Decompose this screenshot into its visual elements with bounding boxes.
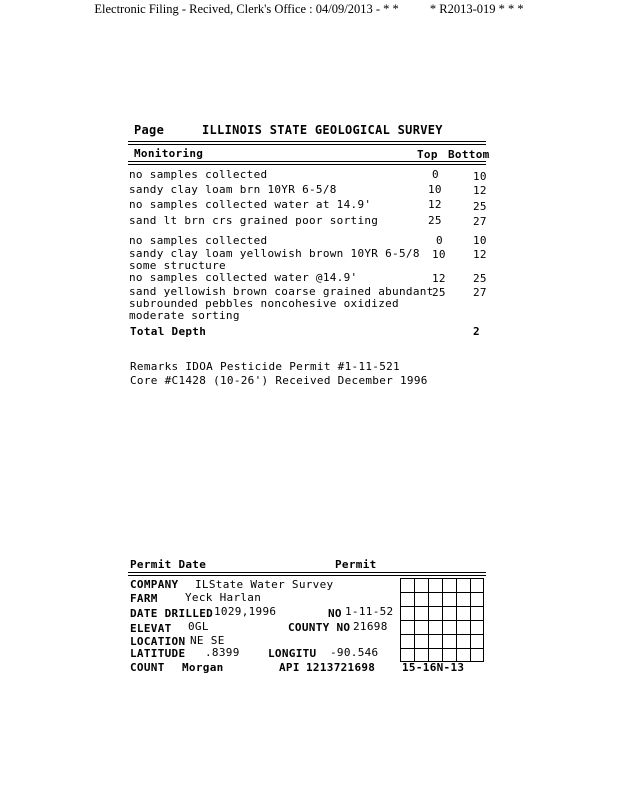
latitude-value: .8399 [205, 646, 240, 659]
row-8-desc: sand yellowish brown coarse grained abundant subrounded pebbles noncohesive oxidized moderate sorting [129, 285, 434, 322]
row-6-desc: sandy clay loam yellowish brown 10YR 6-5/8 some structure [129, 247, 420, 272]
api-label: API [279, 661, 300, 674]
row-2-top: 10 [428, 183, 442, 196]
grid-line [401, 648, 483, 649]
header-rule-2 [128, 164, 486, 165]
filing-header [0, 2, 618, 17]
farm-value: Yeck Harlan [185, 591, 262, 604]
no-value: 1-11-52 [345, 605, 394, 618]
row-1-desc: no samples collected [129, 168, 268, 181]
company-label: COMPANY [130, 578, 179, 591]
latitude-label: LATITUDE [130, 647, 186, 660]
row-1-bottom: 10 [473, 170, 487, 183]
row-5-bottom: 10 [473, 234, 487, 247]
row-6-top: 10 [432, 248, 446, 261]
location-value: NE SE [190, 634, 225, 647]
permit-rule-1 [128, 572, 486, 573]
row-8-top: 25 [432, 286, 446, 299]
row-3-bottom: 25 [473, 200, 487, 213]
row-5-desc: no samples collected [129, 234, 268, 247]
grid-line [401, 592, 483, 593]
row-7-bottom: 25 [473, 272, 487, 285]
col-bottom: Bottom [448, 148, 490, 161]
location-label: LOCATION [130, 635, 186, 648]
title-rule-1 [128, 141, 486, 142]
county-no-label: COUNTY NO [288, 621, 351, 634]
no-label: NO [328, 607, 342, 620]
total-depth-label: Total Depth [130, 325, 207, 338]
elevat-value: 0GL [188, 620, 209, 633]
row-4-bottom: 27 [473, 215, 487, 228]
row-2-bottom: 12 [473, 184, 487, 197]
col-top: Top [417, 148, 438, 161]
county-no-value: 21698 [353, 620, 388, 633]
row-7-desc: no samples collected water @14.9' [129, 271, 358, 284]
farm-label: FARM [130, 592, 158, 605]
filing-header-right: * R2013-019 * * * [429, 2, 524, 16]
date-drilled-label: DATE DRILLED [130, 607, 214, 620]
row-7-top: 12 [432, 272, 446, 285]
row-5-top: 0 [436, 234, 443, 247]
row-1-top: 0 [432, 168, 439, 181]
page-label: Page [134, 123, 165, 137]
total-depth-value: 2 [473, 325, 480, 338]
county-value: Morgan [182, 661, 224, 674]
row-4-top: 25 [428, 214, 442, 227]
elevat-label: ELEVAT [130, 622, 172, 635]
filing-header-left: Electronic Filing - Recived, Clerk's Office : 04/09/2013 - * * [94, 2, 399, 16]
section-grid [400, 578, 484, 662]
api-value: 1213721698 [306, 661, 376, 674]
company-value: ILState Water Survey [195, 578, 334, 591]
township-range: 15-16N-13 [402, 661, 465, 674]
longitude-value: -90.546 [330, 646, 379, 659]
col-monitoring: Monitoring [134, 147, 204, 160]
remarks-line-2: Core #C1428 (10-26') Received December 1996 [130, 374, 428, 387]
county-label: COUNT [130, 661, 165, 674]
row-8-bottom: 27 [473, 286, 487, 299]
row-4-desc: sand lt brn crs grained poor sorting [129, 214, 379, 227]
row-3-desc: no samples collected water at 14.9' [129, 198, 372, 211]
permit-rule-2 [128, 575, 486, 576]
remarks-line-1: Remarks IDOA Pesticide Permit #1-11-521 [130, 360, 400, 373]
grid-line [401, 634, 483, 635]
permit-label: Permit [335, 558, 377, 571]
header-rule-1 [128, 161, 486, 162]
permit-date-label: Permit Date [130, 558, 207, 571]
row-2-desc: sandy clay loam brn 10YR 6-5/8 [129, 183, 337, 196]
title-rule-2 [128, 144, 486, 145]
survey-title: ILLINOIS STATE GEOLOGICAL SURVEY [202, 123, 443, 137]
row-3-top: 12 [428, 198, 442, 211]
date-drilled-value: 1029,1996 [214, 605, 277, 618]
row-6-bottom: 12 [473, 248, 487, 261]
grid-line [401, 606, 483, 607]
grid-line [401, 620, 483, 621]
longitude-label: LONGITU [268, 647, 317, 660]
